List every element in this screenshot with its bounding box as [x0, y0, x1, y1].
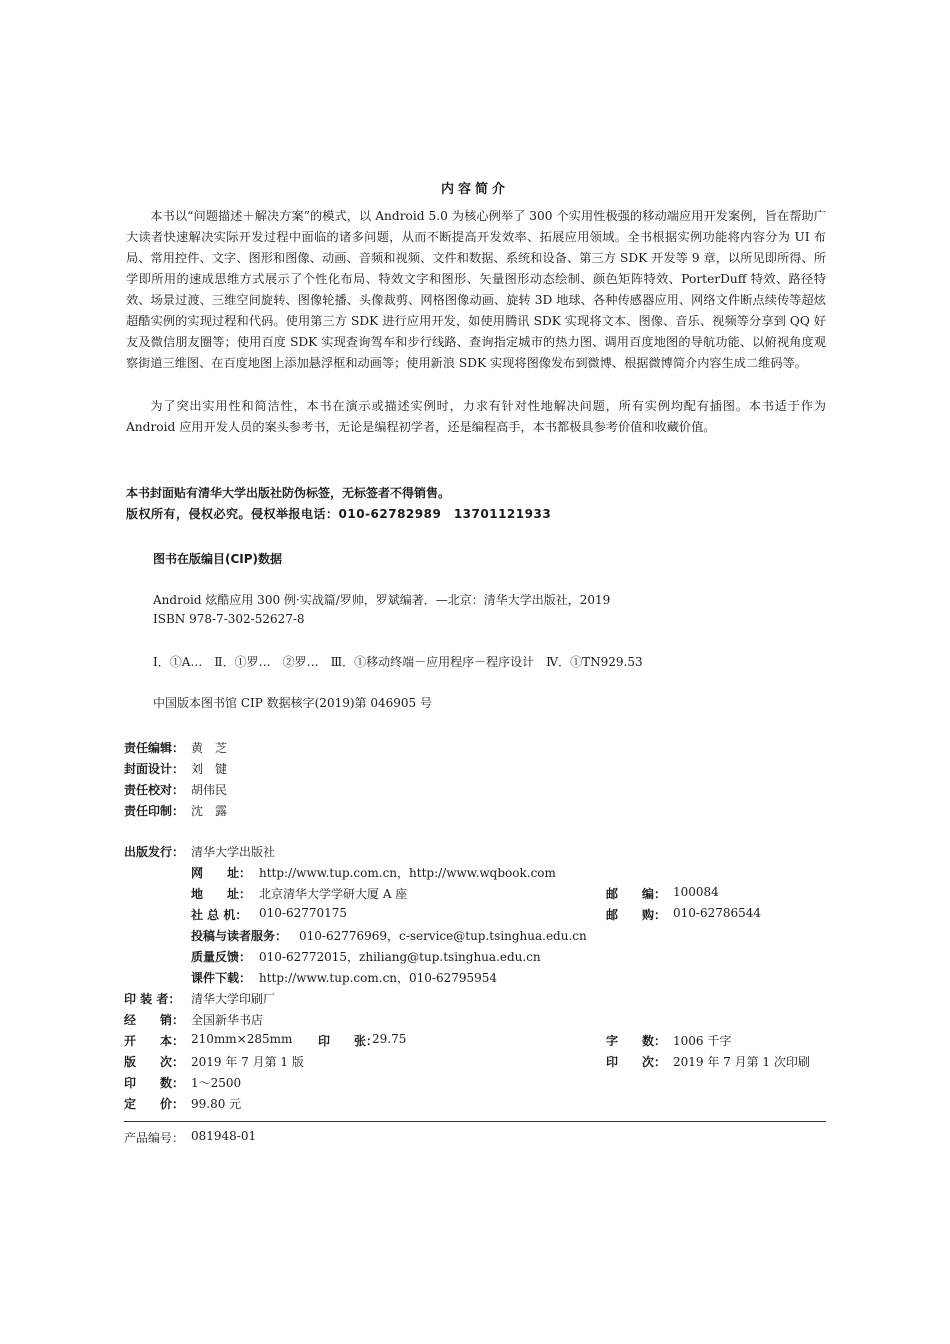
- publisher-name: 清华大学出版社: [191, 845, 276, 859]
- postcode-label: 邮 编：: [606, 887, 667, 901]
- courseware-value: http://www.tup.com.cn，010-62795954: [259, 971, 498, 985]
- anti-counterfeit-notice: 本书封面贴有清华大学出版社防伪标签，无标签者不得销售。: [126, 486, 451, 500]
- printer-label: 印 装 者：: [124, 992, 181, 1006]
- mail-order-label: 邮 购：: [606, 908, 667, 922]
- distributor-label: 经 销：: [124, 1013, 185, 1027]
- contribution-value: 010-62776969，c-service@tup.tsinghua.edu.cn: [299, 929, 587, 943]
- printer-value: 清华大学印刷厂: [191, 992, 276, 1006]
- address-label: 地 址：: [191, 887, 252, 901]
- switchboard-label: 社 总 机：: [191, 908, 248, 922]
- address-value: 北京清华大学学研大厦 A 座: [259, 887, 408, 901]
- cip-title: 图书在版编目(CIP)数据: [153, 552, 283, 566]
- sheets-value: 29.75: [372, 1032, 407, 1046]
- courseware-label: 课件下载：: [191, 971, 252, 985]
- contribution-label: 投稿与读者服务：: [191, 929, 288, 943]
- word-count-label: 字 数：: [606, 1034, 667, 1048]
- cover-designer-label: 封面设计：: [124, 762, 185, 776]
- edition-value: 2019 年 7 月第 1 版: [191, 1055, 304, 1069]
- cip-record: Android 炫酷应用 300 例·实战篇/罗帅，罗斌编著．—北京：清华大学出版社，2019: [153, 593, 611, 607]
- intro-paragraph-1: 本书以“问题描述＋解决方案”的模式，以 Android 5.0 为核心例举了 300 个实用性极强的移动端应用开发案例，旨在帮助广大读者快速解决实际开发过程中面临的诸多问题，从而不断提高开发效率、拓展应用领域。全书根据实例功能将内容分为 UI 布局、常用控件、文字、图形和图像、动画、音频和视频、文件和数据、系统和设备、第三方 SDK 开发等 9 章，以所见即所得、所学即所用的速成思维方式展示了个性化布局、特效文字和图形、矢量图形动态绘制、颜色矩阵特效、PorterDuff 特效、路径特效、场景过渡、三维空间旋转、图像轮播、头像裁剪、网格图像动画、旋转 3D 地球、各种传感器应用、网络文件断点续传等超炫超酷实例的实现过程和代码。使用第三方 SDK 进行应用开发，如使用腾讯 SDK 实现将文本、图像、音乐、视频等分享到 QQ 好友及微信朋友圈等；使用百度 SDK 实现查询驾车和步行线路、查询指定城市的热力图、调用百度地图的导航功能、以俯视角度观察街道三维图、在百度地图上添加悬浮框和动画等；使用新浪 SDK 实现将图像发布到微博、根据微博简介内容生成二维码等。: [126, 209, 826, 370]
- publisher-label: 出版发行：: [124, 845, 185, 859]
- cover-designer-name: 刘 键: [191, 762, 228, 776]
- product-code-label: 产品编号：: [124, 1131, 185, 1145]
- edition-label: 版 次：: [124, 1055, 185, 1069]
- print-run-value: 1～2500: [191, 1076, 242, 1090]
- copyright-notice: 版权所有，侵权必究。侵权举报电话：010-62782989 13701121933: [126, 507, 552, 521]
- intro-paragraph-2: 为了突出实用性和简洁性，本书在演示或描述实例时，力求有针对性地解决问题，所有实例均配有插图。本书适于作为 Android 应用开发人员的案头参考书，无论是编程初学者，还是编程高手，本书都极具参考价值和收藏价值。: [126, 399, 826, 434]
- format-label: 开 本：: [124, 1034, 185, 1048]
- product-code-value: 081948-01: [191, 1129, 257, 1143]
- postcode-value: 100084: [673, 885, 719, 899]
- quality-feedback-label: 质量反馈：: [191, 950, 252, 964]
- divider-line: [124, 1121, 826, 1122]
- print-manager-name: 沈 露: [191, 804, 228, 818]
- print-run-label: 印 数：: [124, 1076, 185, 1090]
- cip-isbn: ISBN 978-7-302-52627-8: [153, 612, 305, 626]
- proofreader-label: 责任校对：: [124, 783, 185, 797]
- impression-value: 2019 年 7 月第 1 次印刷: [673, 1055, 810, 1069]
- quality-feedback-value: 010-62772015，zhiliang@tup.tsinghua.edu.cn: [259, 950, 541, 964]
- format-value: 210mm×285mm: [191, 1032, 293, 1046]
- switchboard-value: 010-62770175: [259, 906, 348, 920]
- website-value: http://www.tup.com.cn，http://www.wqbook.com: [259, 866, 556, 880]
- price-label: 定 价：: [124, 1097, 185, 1111]
- proofreader-name: 胡伟民: [191, 783, 228, 797]
- impression-label: 印 次：: [606, 1055, 667, 1069]
- distributor-value: 全国新华书店: [191, 1013, 264, 1027]
- cip-classification: Ⅰ．①A… Ⅱ．①罗… ②罗… Ⅲ．①移动终端－应用程序－程序设计 Ⅳ．①TN929.53: [153, 655, 643, 669]
- editor-label: 责任编辑：: [124, 741, 185, 755]
- editor-name: 黄 芝: [191, 741, 228, 755]
- intro-title: 内容简介: [440, 182, 509, 197]
- price-value: 99.80 元: [191, 1097, 242, 1111]
- print-manager-label: 责任印制：: [124, 804, 185, 818]
- cip-data-number: 中国版本图书馆 CIP 数据核字(2019)第 046905 号: [153, 696, 432, 710]
- word-count-value: 1006 千字: [673, 1034, 732, 1048]
- sheets-label: 印 张：: [318, 1034, 379, 1048]
- website-label: 网 址：: [191, 866, 252, 880]
- mail-order-value: 010-62786544: [673, 906, 762, 920]
